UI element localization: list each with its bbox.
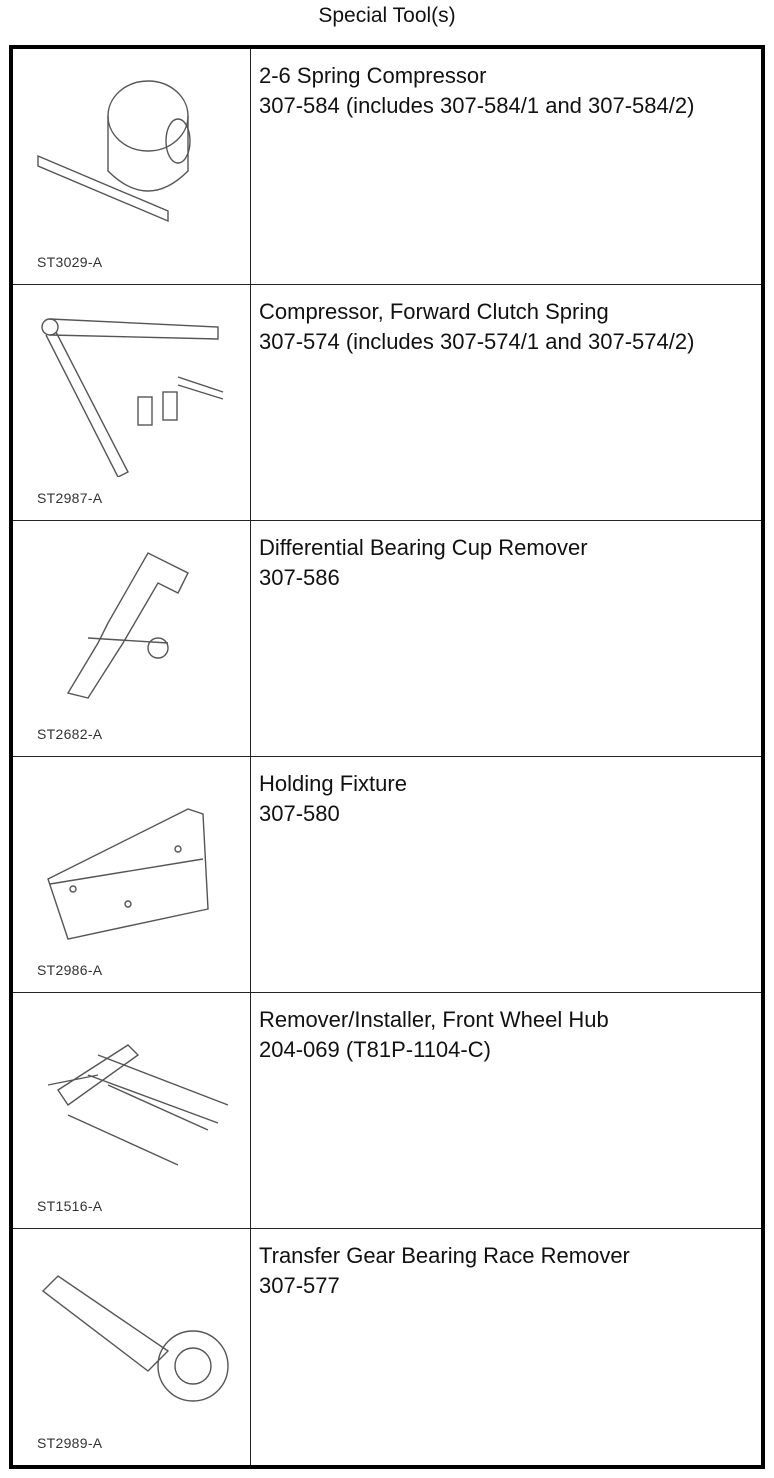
tool-number: 307-584 (includes 307-584/1 and 307-584/2) [259, 93, 695, 118]
tool-illustration-cell [13, 521, 251, 756]
illustration-code: ST1516-A [37, 1198, 103, 1214]
tool-illustration-cell [13, 1229, 251, 1465]
tool-name: Differential Bearing Cup Remover [259, 535, 588, 560]
tool-illustration-cell [13, 285, 251, 520]
tool-name: Remover/Installer, Front Wheel Hub [259, 1007, 609, 1032]
bearing-race-remover-illustration [28, 1241, 238, 1421]
clutch-spring-compressor-illustration [28, 297, 238, 477]
tool-number: 307-586 [259, 565, 340, 590]
illustration-code: ST3029-A [37, 254, 103, 270]
tool-illustration-cell [13, 49, 251, 284]
tool-illustration-cell [13, 993, 251, 1228]
tool-name: Holding Fixture [259, 771, 407, 796]
tool-name: 2-6 Spring Compressor [259, 63, 487, 88]
tool-description [259, 769, 407, 829]
tool-description [259, 1241, 630, 1301]
tool-description [259, 297, 694, 357]
tool-number: 307-577 [259, 1273, 340, 1298]
wheel-hub-remover-illustration [28, 1005, 238, 1185]
tool-name: Compressor, Forward Clutch Spring [259, 299, 609, 324]
tool-description [259, 533, 588, 593]
spring-compressor-illustration [28, 61, 238, 241]
special-tools-table [9, 45, 765, 1469]
illustration-code: ST2682-A [37, 726, 103, 742]
tool-description [259, 1005, 609, 1065]
table-row [13, 49, 761, 285]
tool-number: 204-069 (T81P-1104-C) [259, 1037, 491, 1062]
holding-fixture-illustration [28, 769, 238, 949]
tool-description [259, 61, 694, 121]
illustration-code: ST2986-A [37, 962, 103, 978]
illustration-code: ST2989-A [37, 1435, 103, 1451]
bearing-cup-remover-illustration [28, 533, 238, 713]
table-row [13, 521, 761, 757]
page-title: Special Tool(s) [318, 4, 456, 27]
table-row [13, 757, 761, 993]
illustration-code: ST2987-A [37, 490, 103, 506]
tool-number: 307-574 (includes 307-574/1 and 307-574/2) [259, 329, 695, 354]
table-row [13, 993, 761, 1229]
table-row [13, 1229, 761, 1465]
table-row [13, 285, 761, 521]
tool-name: Transfer Gear Bearing Race Remover [259, 1243, 630, 1268]
tool-number: 307-580 [259, 801, 340, 826]
tool-illustration-cell [13, 757, 251, 992]
